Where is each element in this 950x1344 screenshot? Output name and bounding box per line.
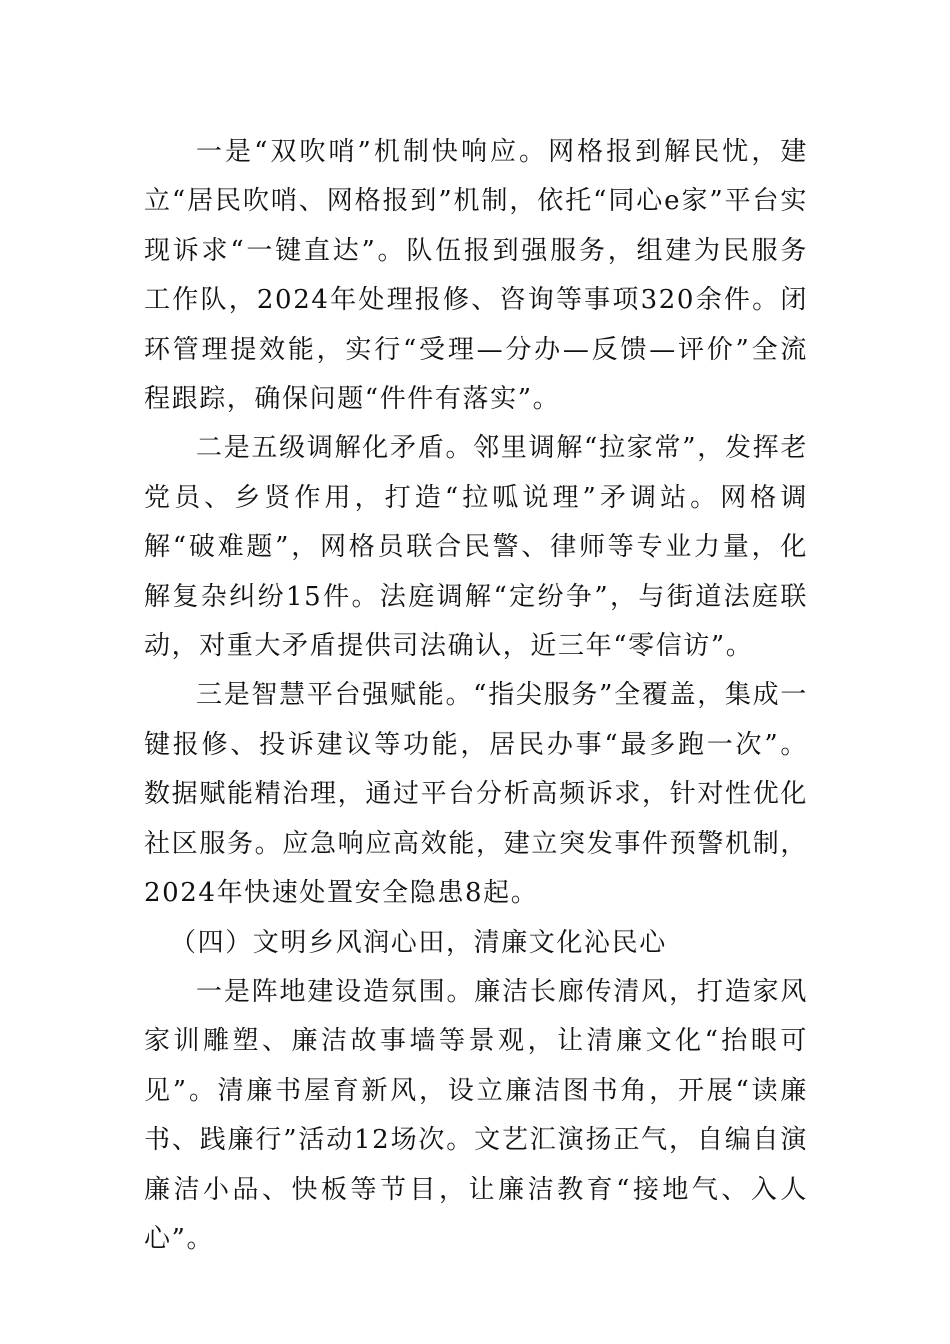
document-body: [144, 128, 808, 1264]
paragraph-position-building: 一是阵地建设造氛围。廉洁长廊传清风，打造家风家训雕塑、廉洁故事墙等景观，让清廉文化“抬眼可见”。清廉书屋育新风，设立廉洁图书角，开展“读廉书、践廉行”活动12场次。文艺汇演扬正气，自编自演廉洁小品、快板等节目，让廉洁教育“接地气、入人心”。: [144, 976, 809, 1254]
paragraph-double-whistle: 一是“双吹哨”机制快响应。网格报到解民忧，建立“居民吹哨、网格报到”机制，依托“同心e家”平台实现诉求“一键直达”。队伍报到强服务，组建为民服务工作队，2024年处理报修、咨询等事项320余件。闭环管理提效能，实行“受理—分办—反馈—评价”全流程跟踪，确保问题“件件有落实”。: [144, 137, 808, 415]
paragraph-five-level-mediation: 二是五级调解化矛盾。邻里调解“拉家常”，发挥老党员、乡贤作用，打造“拉呱说理”矛调站。网格调解“破难题”，网格员联合民警、律师等专业力量，化解复杂纠纷15件。法庭调解“定纷争”，与街道法庭联动，对重大矛盾提供司法确认，近三年“零信访”。: [144, 433, 808, 662]
paragraph-smart-platform: 三是智慧平台强赋能。“指尖服务”全覆盖，集成一键报修、投诉建议等功能，居民办事“最多跑一次”。数据赋能精治理，通过平台分析高频诉求，针对性优化社区服务。应急响应高效能，建立突发事件预警机制，2024年快速处置安全隐患8起。: [144, 680, 808, 909]
section-heading: （四）文明乡风润心田，清廉文化沁民心: [170, 927, 667, 958]
